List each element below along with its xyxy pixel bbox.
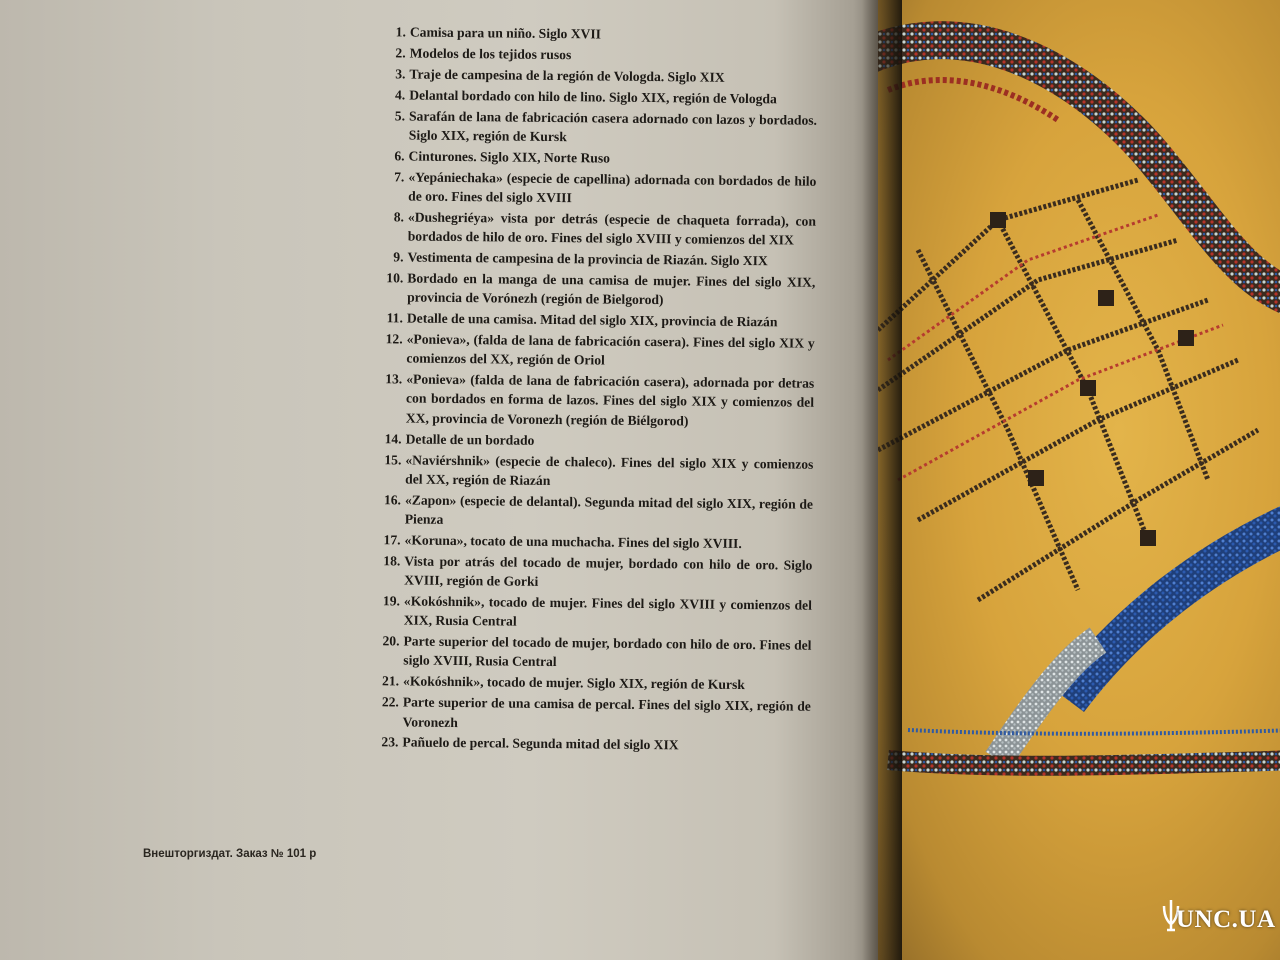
beadwork-illustration: [878, 0, 1280, 960]
item-caption: «Zapon» (especie de delantal). Segunda mitad del siglo XIX, región de Pienza: [404, 492, 814, 527]
item-caption: «Ponieva», (falda de lana de fabricación casera). Fines del siglo XIX y comienzos del XX, región de Oriol: [406, 331, 815, 368]
list-item: [360, 207, 816, 250]
item-number: 8.: [393, 209, 405, 225]
blue-bead-strand: [908, 730, 1280, 734]
book-gutter-shadow: [862, 0, 902, 960]
item-number: 17.: [383, 532, 401, 548]
item-number: 18.: [383, 553, 401, 569]
list-item: [359, 247, 815, 271]
item-caption: «Dushegriéya» vista por detrás (especie de chaqueta forrada), con bordados de hilo de oro. Fines del siglo XVIII y comienzos del XIX: [407, 209, 817, 248]
list-item: [361, 85, 817, 109]
item-caption: Sarafán de lana de fabricación casera adornado con lazos y bordados. Siglo XIX, región de Kursk: [408, 108, 818, 145]
item-caption: «Yepániechaka» (especie de capellina) adornada con bordados de hilo de oro. Fines del siglo XVIII: [408, 169, 817, 206]
item-caption: Pañuelo de percal. Segunda mitad del siglo XIX: [402, 734, 679, 753]
item-caption: «Koruna», tocato de una muchacha. Fines del siglo XVIII.: [404, 532, 742, 551]
item-number: 4.: [394, 87, 406, 103]
item-caption: Detalle de una camisa. Mitad del siglo XIX, provincia de Riazán: [406, 310, 778, 330]
item-caption: «Naviérshnik» (especie de chaleco). Fines del siglo XIX y comienzos del XX, región de Riazán: [405, 452, 814, 488]
item-number: 13.: [385, 371, 403, 387]
item-number: 10.: [386, 270, 404, 286]
item-caption: «Kokóshnik», tocado de mujer. Siglo XIX, región de Kursk: [403, 673, 745, 693]
list-item: [356, 551, 812, 594]
item-number: 21.: [382, 673, 400, 689]
list-item: [361, 64, 817, 88]
list-item: [361, 146, 817, 170]
item-number: 22.: [381, 694, 399, 710]
list-item: [356, 530, 812, 554]
beadwork-photo: [878, 0, 1280, 960]
list-item: [359, 308, 815, 332]
item-caption: Cinturones. Siglo XIX, Norte Ruso: [408, 148, 611, 166]
item-number: 3.: [395, 66, 406, 82]
list-item: [362, 43, 818, 67]
item-caption: Modelos de los tejidos rusos: [409, 45, 572, 63]
list-item: [356, 591, 812, 634]
list-item: [358, 429, 814, 453]
item-number: 12.: [385, 331, 403, 347]
illustration-list: [354, 22, 818, 758]
item-number: 1.: [395, 24, 406, 40]
item-number: 16.: [383, 491, 402, 508]
item-caption: Camisa para un niño. Siglo XVII: [409, 24, 602, 42]
list-item: [359, 268, 815, 311]
list-item: [358, 329, 814, 372]
item-number: 14.: [384, 430, 402, 447]
item-number: 23.: [381, 734, 399, 750]
item-caption: Delantal bordado con hilo de lino. Siglo XIX, región de Vologda: [409, 87, 777, 107]
bead-lattice-red: [888, 215, 1223, 480]
item-caption: Vista por atrás del tocado de mujer, bordado con hilo de oro. Siglo XVIII, región de Gorki: [404, 553, 813, 589]
watermark: UNC.UA: [1176, 906, 1276, 933]
item-caption: Bordado en la manga de una camisa de mujer. Fines del siglo XIX, provincia de Vorónezh (región de Bielgorod): [407, 270, 816, 308]
item-number: 9.: [393, 249, 404, 265]
list-item: [355, 671, 811, 695]
item-number: 20.: [382, 633, 400, 649]
item-caption: Parte superior del tocado de mujer, bordado con hilo de oro. Fines del siglo XVIII, Rusia Central: [403, 633, 812, 670]
item-caption: Parte superior de una camisa de percal. Fines del siglo XIX, región de Voronezh: [402, 694, 811, 730]
item-caption: Traje de campesina de la región de Vologda. Siglo XIX: [409, 66, 725, 85]
beaded-band-bottom: [888, 760, 1280, 766]
red-bead-strand: [888, 80, 1058, 120]
item-number: 6.: [394, 148, 405, 164]
item-caption: «Ponieva» (falda de lana de fabricación casera), adornada por detras con bordados en forma de lazos. Fines del siglo XIX y comienzos del XX, provincia de Voronezh (región de Biélgorod): [405, 371, 815, 429]
publisher-imprint: Внешторгиздат. Заказ № 101 р: [143, 848, 317, 860]
list-item: [357, 450, 813, 493]
item-number: 2.: [395, 45, 406, 61]
list-item: [355, 631, 811, 674]
list-item: [354, 732, 810, 756]
item-number: 11.: [386, 310, 403, 326]
item-caption: «Kokóshnik», tocado de mujer. Fines del siglo XVIII y comienzos del XIX, Rusia Central: [403, 593, 812, 629]
list-item: [361, 106, 817, 149]
item-number: 19.: [382, 593, 401, 609]
list-item: [355, 692, 811, 735]
item-caption: Vestimenta de campesina de la provincia de Riazán. Siglo XIX: [407, 249, 768, 269]
blue-beaded-band: [1068, 520, 1280, 700]
item-number: 15.: [384, 451, 402, 467]
list-item: [360, 167, 816, 210]
item-number: 5.: [394, 107, 406, 124]
list-item: [362, 22, 818, 46]
list-item: [357, 490, 813, 533]
list-item: [358, 369, 815, 432]
item-caption: Detalle de un bordado: [405, 431, 535, 448]
item-number: 7.: [394, 168, 405, 185]
